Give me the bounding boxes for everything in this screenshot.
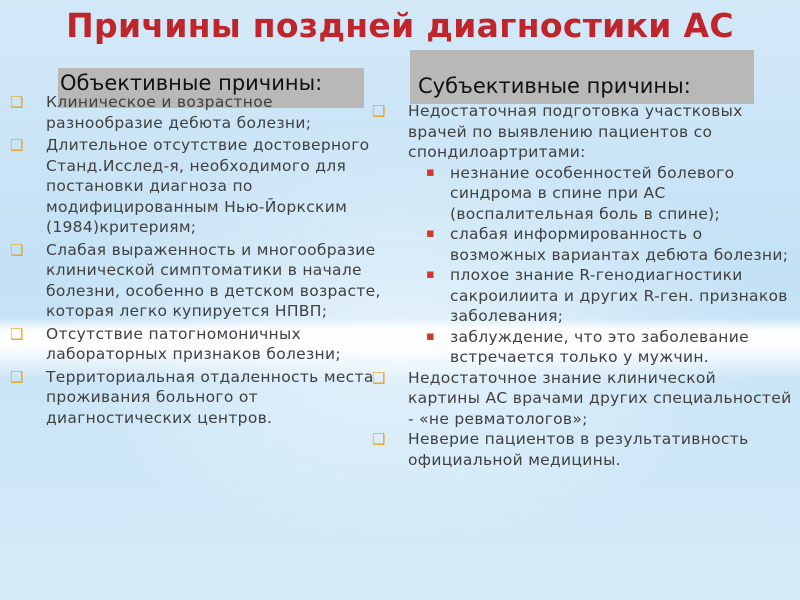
list-item-text: Слабая выраженность и многообразие клинической симптоматики в начале болезни, особенно в детском возрасте, которая легко купируется НПВП; — [46, 240, 381, 320]
list-item-text: Неверие пациентов в результативность официальной медицины. — [408, 430, 749, 469]
list-item — [372, 101, 792, 163]
list-item — [10, 92, 382, 133]
hollow-square-icon: ❑ — [10, 93, 24, 111]
square-bullet-icon: ▪ — [426, 226, 436, 241]
slide-title: Причины поздней диагностики АС — [66, 6, 734, 45]
sub-list-item — [372, 265, 792, 327]
sub-list-item-text: слабая информированность о возможных вариантах дебюта болезни; — [450, 225, 789, 264]
hollow-square-icon: ❑ — [10, 324, 24, 343]
list-item — [10, 240, 382, 322]
sub-list-item — [372, 163, 792, 225]
list-item-text: Территориальная отдаленность места проживания больного от диагностических центров. — [46, 367, 374, 427]
sub-list — [372, 163, 792, 368]
sub-list-item-text: плохое знание R-генодиагностики сакроилиита и других R-ген. признаков заболевания; — [450, 266, 788, 325]
objective-list — [10, 92, 382, 430]
hollow-square-icon: ❑ — [372, 368, 386, 387]
square-bullet-icon: ▪ — [426, 164, 436, 180]
list-item — [10, 367, 382, 429]
list-item — [372, 368, 792, 430]
square-bullet-icon: ▪ — [426, 328, 436, 344]
hollow-square-icon: ❑ — [10, 240, 24, 259]
list-item — [372, 429, 792, 470]
list-item-text: Клиническое и возрастное разнообразие дебюта болезни; — [46, 93, 312, 132]
list-item-text: Отсутствие патогномоничных лабораторных признаков болезни; — [46, 324, 341, 363]
square-bullet-icon: ▪ — [426, 267, 436, 282]
subjective-heading: Субъективные причины: — [418, 74, 691, 98]
subjective-list — [372, 101, 792, 470]
hollow-square-icon: ❑ — [372, 102, 386, 120]
sub-list-item — [372, 224, 792, 265]
sub-list-item-text: заблуждение, что это заболевание встречается только у мужчин. — [450, 327, 749, 366]
list-item-text: Недостаточная подготовка участковых врачей по выявлению пациентов со спондилоартритами: — [408, 102, 743, 161]
list-item — [10, 135, 382, 238]
hollow-square-icon: ❑ — [10, 136, 24, 154]
list-item — [10, 324, 382, 365]
objective-heading: Объективные причины: — [60, 71, 323, 95]
sub-list-item — [372, 327, 792, 368]
hollow-square-icon: ❑ — [372, 430, 386, 448]
hollow-square-icon: ❑ — [10, 367, 24, 386]
sub-list-item-text: незнание особенностей болевого синдрома в спине при АС (воспалительная боль в спине); — [450, 163, 735, 223]
list-item-text: Недостаточное знание клинической картины АС врачами других специальностей - «не ревматологов»; — [408, 368, 792, 428]
list-item-text: Длительное отсутствие достоверного Станд.Исслед-я, необходимого для постановки диагноза по модифицированным Нью-Йоркским (1984)критериям; — [46, 136, 370, 236]
